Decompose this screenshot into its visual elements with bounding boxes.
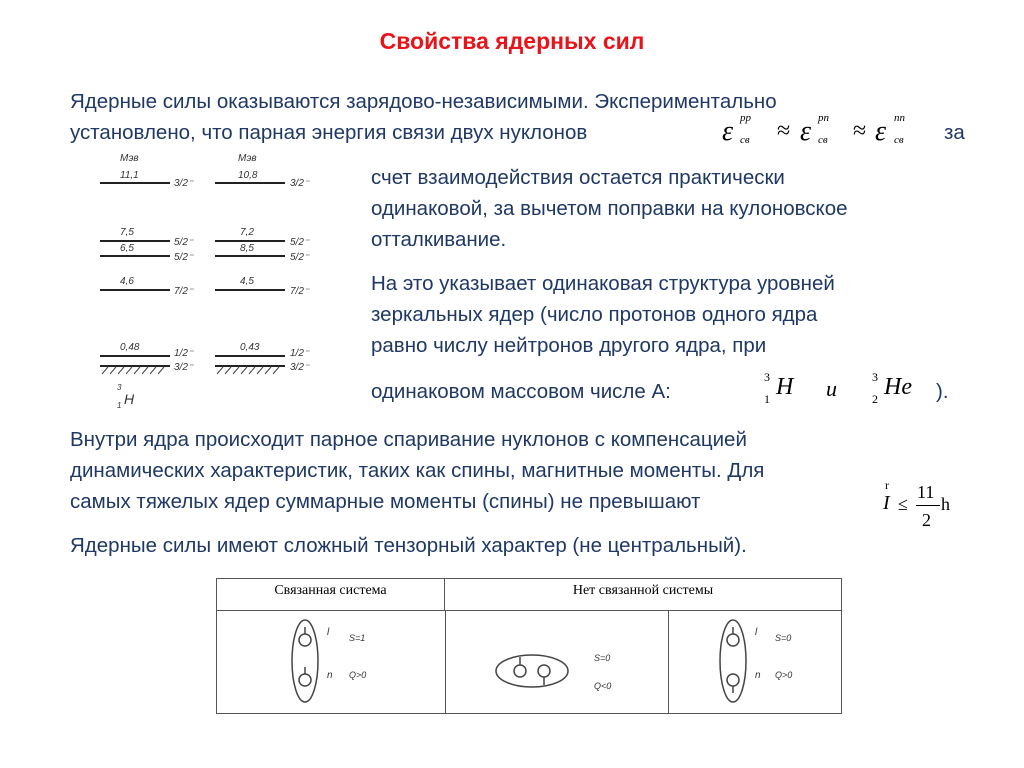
header-bound-text: Связанная система	[274, 583, 387, 598]
header-unbound-text: Нет связанной системы	[572, 583, 714, 598]
table-divider-2	[668, 611, 669, 713]
left-spin-6: 3/2⁻	[174, 362, 194, 373]
neutron-circle	[299, 674, 311, 686]
paragraph-1-line-2: установлено, что парная энергия связи двух нуклонов	[70, 121, 588, 144]
sub-sv-2: св	[818, 134, 828, 146]
ground-hatch-left	[102, 367, 164, 374]
deuteron-comparison-table	[216, 578, 842, 714]
planck-symbol: h	[941, 494, 950, 514]
right-level-value-4: 4,5	[240, 276, 254, 287]
left-spin-4: 7/2⁻	[174, 286, 194, 297]
unbound-horizontal-sketch	[492, 639, 642, 699]
cell3-l-label: l	[755, 627, 758, 638]
right-spin-4: 7/2⁻	[290, 286, 310, 297]
spin-symbol: I	[883, 492, 890, 514]
cell2-quadrupole-label: Q<0	[594, 681, 612, 691]
fraction-numerator: 11	[917, 482, 935, 502]
paragraph-2-line-2: одинаковой, за вычетом поправки на кулоновское	[371, 197, 848, 220]
cell1-quadrupole-label: Q>0	[349, 670, 367, 680]
binding-energy-formula	[722, 112, 952, 152]
left-nucleon-circle	[514, 665, 526, 677]
lower-nucleon-circle	[727, 674, 739, 686]
cell3-quadrupole-label: Q>0	[775, 670, 793, 680]
paragraph-4-line-2: динамических характеристик, таких как спины, магнитные моменты. Для	[70, 459, 765, 482]
fraction-bar	[916, 505, 940, 506]
cell1-l-label: l	[327, 627, 330, 638]
epsilon-pp: ε	[722, 116, 734, 147]
table-header-unbound	[445, 579, 841, 611]
energy-level-diagram	[90, 148, 330, 410]
fraction-denominator: 2	[922, 510, 931, 530]
right-spin-6: 3/2⁻	[290, 362, 310, 373]
approx-1: ≈	[777, 118, 791, 144]
right-spin-5: 1/2⁻	[290, 348, 310, 359]
cell1-n-label: n	[327, 670, 333, 681]
sup-pn: pn	[818, 112, 829, 124]
mirror-nuclei-formula	[760, 370, 930, 412]
table-divider-1	[445, 611, 446, 713]
paragraph-3-line-1: На это указывает одинаковая структура уровней	[371, 272, 835, 295]
left-level-value-2: 7,5	[120, 227, 134, 238]
paragraph-1-line-1: Ядерные силы оказываются зарядово-независимыми. Экспериментально	[70, 90, 777, 113]
paragraph-3-close: ).	[936, 380, 949, 403]
right-spin-1: 3/2⁻	[290, 178, 310, 189]
nuclide-1-symbol: H	[776, 374, 794, 400]
left-spin-3: 5/2⁻	[174, 252, 194, 263]
less-equal: ≤	[898, 494, 908, 514]
right-level-value-5: 0,43	[240, 342, 260, 353]
left-level-value-4: 4,6	[120, 276, 134, 287]
slide-title: Свойства ядерных сил	[379, 28, 645, 54]
nuclide-1-charge: 1	[764, 392, 770, 406]
unbound-nucleus-outline	[496, 655, 568, 687]
cell3-spin-label: S=0	[775, 633, 792, 643]
paragraph-3-line-2: зеркальных ядер (число протонов одного ядра	[371, 303, 818, 326]
cell3-n-label: n	[755, 670, 761, 681]
unit-label-right: Мэв	[238, 153, 257, 164]
cell1-spin-label: S=1	[349, 633, 366, 643]
sub-sv-1: св	[740, 134, 750, 146]
nuclide-1-mass: 3	[764, 370, 770, 384]
nuclide-2-mass: 3	[872, 370, 878, 384]
unit-label-left: Мэв	[120, 153, 139, 164]
upper-nucleon-circle	[727, 634, 739, 646]
right-spin-3: 5/2⁻	[290, 252, 310, 263]
conjunction: и	[826, 376, 837, 401]
diagram-nuclide-symbol: H	[124, 391, 135, 407]
right-spin-2: 5/2⁻	[290, 237, 310, 248]
paragraph-2-line-1: счет взаимодействия остается практически	[371, 166, 785, 189]
left-level-value-1: 11,1	[120, 170, 139, 181]
sup-pp: pp	[740, 112, 751, 124]
paragraph-4-line-1: Внутри ядра происходит парное спаривание нуклонов с компенсацией	[70, 428, 747, 451]
right-level-value-1: 10,8	[238, 170, 258, 181]
paragraph-3-line-3: равно числу нейтронов другого ядра, при	[371, 334, 767, 357]
right-level-value-2: 7,2	[240, 227, 254, 238]
paragraph-3-line-4: одинаковом массовом числе А:	[371, 380, 671, 403]
vector-mark: r	[885, 478, 889, 492]
nuclide-2-charge: 2	[872, 392, 878, 406]
unbound-vertical-sketch	[705, 617, 815, 707]
right-level-value-3: 8,5	[240, 243, 254, 254]
left-spin-2: 5/2⁻	[174, 237, 194, 248]
sup-nn: nn	[894, 112, 905, 124]
right-nucleon-circle	[538, 665, 550, 677]
diagram-nuclide-mass: 3	[117, 383, 122, 392]
approx-2: ≈	[853, 118, 867, 144]
left-spin-1: 3/2⁻	[174, 178, 194, 189]
cell2-spin-label: S=0	[594, 653, 611, 663]
spin-limit-formula	[880, 478, 970, 538]
ground-hatch-right	[217, 367, 279, 374]
table-header-bound	[217, 579, 445, 611]
left-level-value-5: 0,48	[120, 342, 140, 353]
paragraph-2-line-3: отталкивание.	[371, 228, 507, 251]
paragraph-1-tail: за	[944, 121, 965, 144]
sub-sv-3: св	[894, 134, 904, 146]
left-level-value-3: 6,5	[120, 243, 134, 254]
diagram-nuclide-charge: 1	[117, 401, 122, 410]
proton-circle	[299, 634, 311, 646]
nuclide-2-symbol: He	[884, 374, 912, 400]
epsilon-nn: ε	[875, 116, 887, 147]
left-spin-5: 1/2⁻	[174, 348, 194, 359]
paragraph-4-line-3: самых тяжелых ядер суммарные моменты (спины) не превышают	[70, 490, 701, 513]
paragraph-5: Ядерные силы имеют сложный тензорный характер (не центральный).	[70, 534, 747, 557]
epsilon-pn: ε	[800, 116, 812, 147]
bound-system-sketch	[277, 617, 387, 707]
